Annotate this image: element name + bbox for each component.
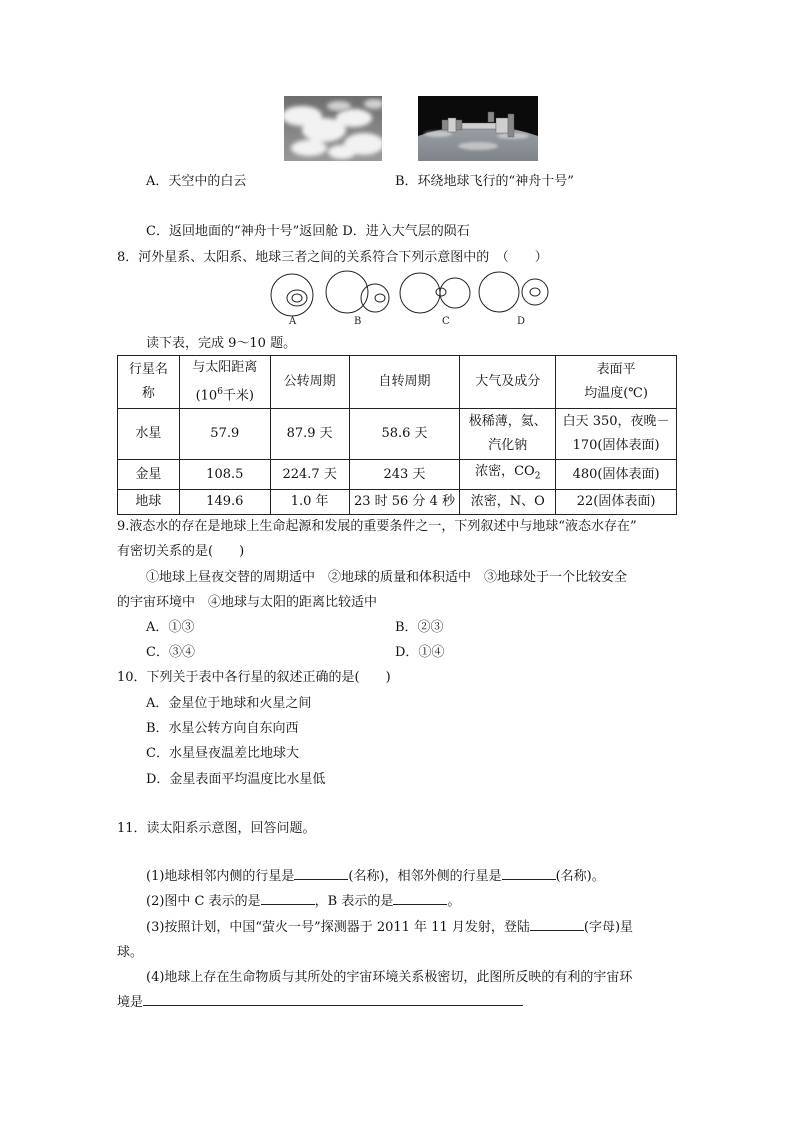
answer-blank[interactable]	[393, 892, 447, 905]
header-distance: 与太阳距离 ($10^6$千米)	[179, 356, 270, 409]
q9-option-a: A．①③	[146, 620, 195, 635]
header-temperature: 表面平 均温度(℃)	[556, 356, 677, 409]
q7-option-a: A．天空中的白云	[146, 174, 247, 189]
answer-blank[interactable]	[261, 892, 315, 905]
cell-revolution: 224.7 天	[270, 460, 349, 490]
q9-stem-line1: 9.液态水的存在是地球上生命起源和发展的重要条件之一，下列叙述中与地球“液态水存在”	[117, 519, 637, 534]
q10-option-b: B．水星公转方向自东向西	[146, 721, 299, 736]
q11-part3-cont: 球。	[117, 945, 144, 960]
q11-part3: (3)按照计划，中国“萤火一号”探测器于 2011 年 11 月发射，登陆 (字母)星	[146, 920, 634, 935]
cell-atmosphere: 浓密，N、O	[460, 489, 556, 514]
venn-diagram-options	[265, 270, 555, 332]
q9-items-line1: ①地球上昼夜交替的周期适中 ②地球的质量和体积适中 ③地球处于一个比较安全	[146, 570, 628, 585]
table-header-row	[118, 356, 677, 409]
venn-label-a: A	[289, 316, 297, 327]
cell-revolution: 1.0 年	[270, 489, 349, 514]
q11-stem: 11．读太阳系示意图，回答问题。	[117, 821, 316, 836]
clouds-photo	[284, 96, 382, 161]
q9-items-line2: 的宇宙环境中 ④地球与太阳的距离比较适中	[117, 595, 378, 610]
header-revolution: 公转周期	[270, 356, 349, 409]
venn-a-mid	[287, 290, 307, 306]
venn-d-small	[530, 288, 540, 296]
venn-label-d: D	[517, 316, 526, 327]
q9-stem-line2: 有密切关系的是( )	[117, 544, 245, 559]
table-intro: 读下表，完成 9～10 题。	[146, 336, 297, 351]
q10-option-c: C．水星昼夜温差比地球大	[146, 746, 299, 761]
q9-option-d: D．①④	[395, 645, 445, 660]
header-atmosphere: 大气及成分	[460, 356, 556, 409]
header-rotation: 自转周期	[349, 356, 460, 409]
header-name: 行星名 称	[118, 356, 180, 409]
q11-part2: (2)图中 C 表示的是 ，B 表示的是 。	[146, 894, 461, 909]
venn-label-b: B	[354, 316, 362, 327]
cell-temperature: 22(固体表面)	[556, 489, 677, 514]
table-row	[118, 409, 677, 460]
venn-b-small	[375, 294, 385, 302]
cell-atmosphere: 极稀薄，氦、 汽化钠	[460, 409, 556, 460]
cell-temperature: 白天 350，夜晚－ 170(固体表面)	[556, 409, 677, 460]
cell-name: 地球	[118, 489, 180, 514]
venn-c-right	[440, 278, 470, 308]
q10-option-d: D．金星表面平均温度比水星低	[146, 772, 326, 787]
q7-option-cd: C．返回地面的“神舟十号”返回舱 D．进入大气层的陨石	[146, 224, 470, 239]
venn-label-c: C	[442, 316, 450, 327]
answer-blank[interactable]	[294, 867, 348, 880]
answer-blank[interactable]	[502, 867, 556, 880]
answer-blank[interactable]	[143, 993, 523, 1006]
q10-option-a: A．金星位于地球和火星之间	[146, 696, 312, 711]
q11-part1: (1)地球相邻内侧的行星是 (名称)，相邻外侧的行星是 (名称)。	[146, 869, 605, 884]
cell-name: 水星	[118, 409, 180, 460]
cell-distance: 108.5	[179, 460, 270, 490]
q7-option-b: B．环绕地球飞行的“神舟十号”	[395, 174, 574, 189]
venn-d-large	[479, 272, 519, 312]
venn-c-left	[400, 273, 440, 313]
cell-rotation: 58.6 天	[349, 409, 460, 460]
cell-distance: 149.6	[179, 489, 270, 514]
q10-stem: 10．下列关于表中各行星的叙述正确的是( )	[117, 670, 391, 685]
q8-stem: 8．河外星系、太阳系、地球三者之间的关系符合下列示意图中的 （ ）	[117, 250, 548, 265]
spacecraft-photo	[418, 96, 538, 161]
venn-d-medium	[522, 279, 548, 305]
table-row	[118, 489, 677, 514]
cell-name: 金星	[118, 460, 180, 490]
q9-option-b: B．②③	[395, 620, 444, 635]
cell-revolution: 87.9 天	[270, 409, 349, 460]
cell-distance: 57.9	[179, 409, 270, 460]
cell-rotation: 243 天	[349, 460, 460, 490]
q11-part4-cont: 境是	[117, 991, 523, 1010]
venn-b-large	[326, 271, 368, 313]
venn-a-inner	[292, 294, 302, 302]
q11-part4: (4)地球上存在生命物质与其所处的宇宙环境关系极密切，此图所反映的有利的宇宙环	[146, 970, 633, 985]
cell-atmosphere: 浓密，$CO_2$	[460, 460, 556, 490]
answer-blank[interactable]	[530, 918, 584, 931]
cell-temperature: 480(固体表面)	[556, 460, 677, 490]
cell-rotation: 23 时 56 分 4 秒	[349, 489, 460, 514]
table-row	[118, 460, 677, 490]
q9-option-c: C．③④	[146, 645, 195, 660]
planet-table	[117, 355, 677, 515]
